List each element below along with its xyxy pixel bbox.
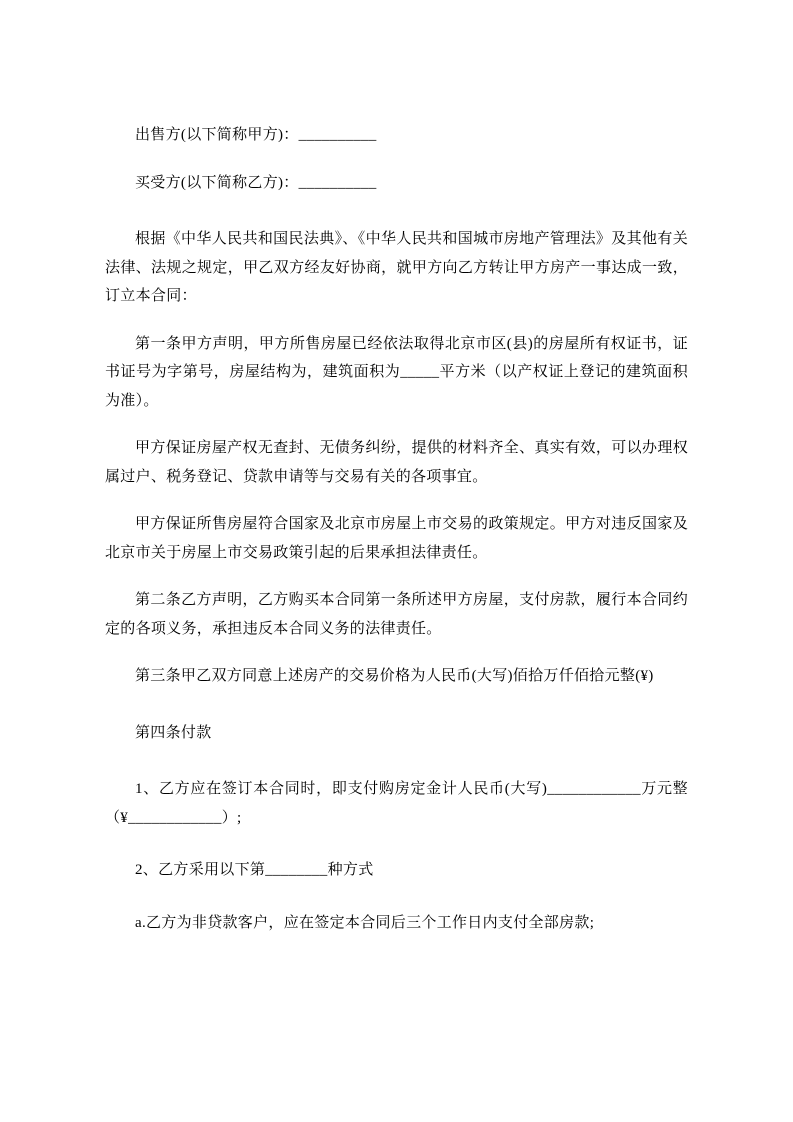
paragraph-seller-line: 出售方(以下简称甲方)：__________ xyxy=(135,127,377,143)
paragraph-preamble: 根据《中华人民共和国民法典》、《中华人民共和国城市房地产管理法》及其他有关法律、法规之规定，甲乙双方经友好协商，就甲方向乙方转让甲方房产一事达成一致，订立本合同： xyxy=(105,231,688,304)
paragraph-clause1-guarantee-policy: 甲方保证所售房屋符合国家及北京市房屋上市交易的政策规定。甲方对违反国家及北京市关于房屋上市交易政策引起的后果承担法律责任。 xyxy=(105,516,688,561)
paragraph-clause1-declaration: 第一条甲方声明，甲方所售房屋已经依法取得北京市区(县)的房屋所有权证书，证书证号为字第号，房屋结构为，建筑面积为_____平方米（以产权证上登记的建筑面积为准）。 xyxy=(105,335,688,409)
paragraph-clause4-heading: 第四条付款 xyxy=(135,724,212,741)
paragraph-clause3-price: 第三条甲乙双方同意上述房产的交易价格为人民币(大写)佰拾万仟佰拾元整(¥) xyxy=(135,668,654,684)
paragraph-clause4-item1-deposit: 1、乙方应在签订本合同时，即支付购房定金计人民币(大写)____________万元整（¥____________）; xyxy=(105,781,688,826)
paragraph-clause4-item2-method: 2、乙方采用以下第________种方式 xyxy=(135,862,374,878)
paragraph-clause4-item2a-nonloan: a.乙方为非贷款客户，应在签定本合同后三个工作日内支付全部房款; xyxy=(135,914,595,931)
paragraph-clause2-declaration: 第二条乙方声明，乙方购买本合同第一条所述甲方房屋，支付房款，履行本合同约定的各项义务，承担违反本合同义务的法律责任。 xyxy=(105,592,688,637)
paragraph-buyer-line: 买受方(以下简称乙方)：__________ xyxy=(135,174,377,191)
paragraph-clause1-guarantee-title: 甲方保证房屋产权无查封、无债务纠纷，提供的材料齐全、真实有效，可以办理权属过户、税务登记、贷款申请等与交易有关的各项事宜。 xyxy=(105,440,688,485)
